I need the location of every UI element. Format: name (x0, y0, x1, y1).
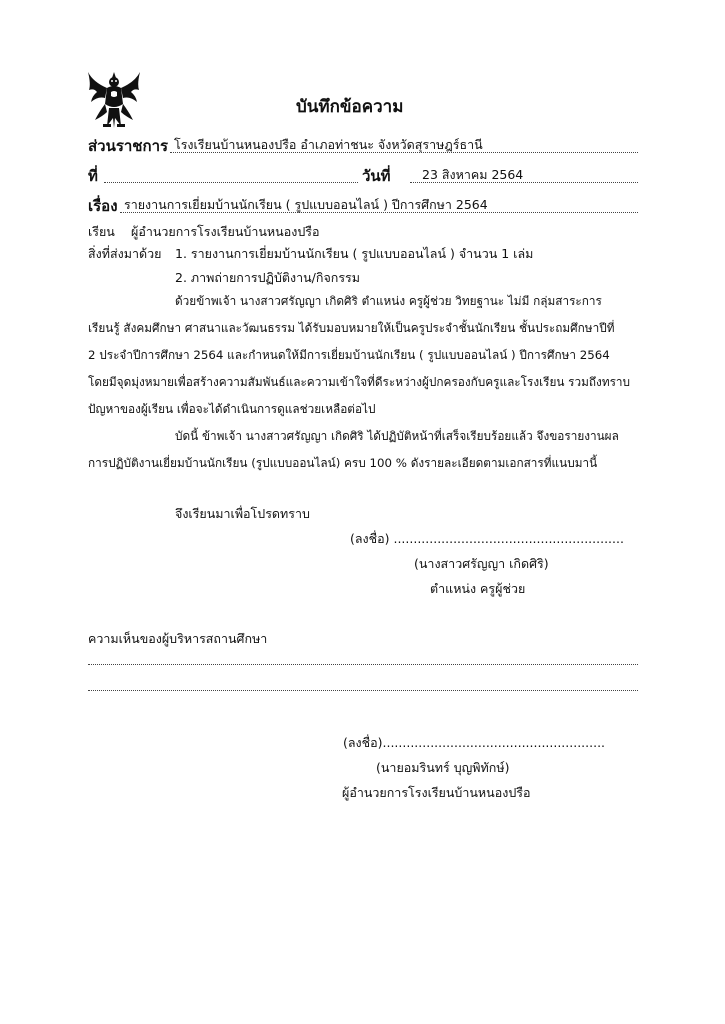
signature-2-name: (นายอมรินทร์ บุญพิทักษ์) (376, 760, 510, 775)
para2-line2: การปฏิบัติงานเยี่ยมบ้านนักเรียน (รูปแบบออนไลน์) ครบ 100 % ดังรายละเอียดตามเอกสารที่แนบมานี้ (88, 456, 598, 470)
enclosure-item-1: 1. รายงานการเยี่ยมบ้านนักเรียน ( รูปแบบออนไลน์ ) จำนวน 1 เล่ม (175, 246, 534, 261)
enclosure-item-2: 2. ภาพถ่ายการปฏิบัติงาน/กิจกรรม (175, 270, 360, 285)
para2-line1: บัดนี้ ข้าพเจ้า นางสาวศรัญญา เกิดศิริ ได้ปฏิบัติหน้าที่เสร็จเรียบร้อยแล้ว จึงขอรายงานผล (175, 429, 619, 443)
garuda-emblem-icon (85, 68, 143, 130)
ref-number-dotline (104, 182, 358, 183)
para1-line4: โดยมีจุดมุ่งหมายเพื่อสร้างความสัมพันธ์และความเข้าใจที่ดีระหว่างผู้ปกครองกับครูและโรงเรียน รวมถึงทราบ (88, 375, 631, 389)
salutation-label: เรียน (88, 224, 115, 239)
para1-line5: ปัญหาของผู้เรียน เพื่อจะได้ดำเนินการดูแลช่วยเหลือต่อไป (88, 402, 376, 416)
signature-2-sign-line: (ลงชื่อ)........................................................ (343, 735, 606, 750)
signature-1-sign-line: (ลงชื่อ) .......................................................... (350, 531, 624, 546)
signature-1-name: (นางสาวศรัญญา เกิดศิริ) (414, 556, 549, 571)
date-label: วันที่ (362, 167, 391, 185)
subject-value: รายงานการเยี่ยมบ้านนักเรียน ( รูปแบบออนไลน์ ) ปีการศึกษา 2564 (124, 197, 488, 212)
subject-label: เรื่อง (88, 197, 118, 215)
enclosure-label: สิ่งที่ส่งมาด้วย (88, 246, 162, 261)
date-value: 23 สิงหาคม 2564 (422, 167, 524, 182)
agency-value: โรงเรียนบ้านหนองปรือ อำเภอท่าชนะ จังหวัดสุราษฎร์ธานี (174, 137, 483, 152)
opinion-dotline-1 (88, 664, 638, 665)
salutation-value: ผู้อำนวยการโรงเรียนบ้านหนองปรือ (131, 224, 320, 239)
opinion-dotline-2 (88, 690, 638, 691)
closing-text: จึงเรียนมาเพื่อโปรดทราบ (175, 506, 310, 521)
memo-title: บันทึกข้อความ (296, 97, 404, 117)
para1-line3: 2 ประจำปีการศึกษา 2564 และกำหนดให้มีการเยี่ยมบ้านนักเรียน ( รูปแบบออนไลน์ ) ปีการศึกษา 2564 (88, 348, 610, 362)
para1-line1: ด้วยข้าพเจ้า นางสาวศรัญญา เกิดศิริ ตำแหน่ง ครูผู้ช่วย วิทยฐานะ ไม่มี กลุ่มสาระการ (175, 294, 602, 308)
signature-2-position: ผู้อำนวยการโรงเรียนบ้านหนองปรือ (342, 785, 531, 800)
ref-number-label: ที่ (88, 167, 98, 185)
agency-label: ส่วนราชการ (88, 137, 169, 155)
signature-1-position: ตำแหน่ง ครูผู้ช่วย (430, 581, 526, 596)
para1-line2: เรียนรู้ สังคมศึกษา ศาสนาและวัฒนธรรม ได้รับมอบหมายให้เป็นครูประจำชั้นนักเรียน ชั้นประถมศึกษาปีที่ (88, 321, 615, 335)
opinion-label: ความเห็นของผู้บริหารสถานศึกษา (88, 631, 268, 646)
